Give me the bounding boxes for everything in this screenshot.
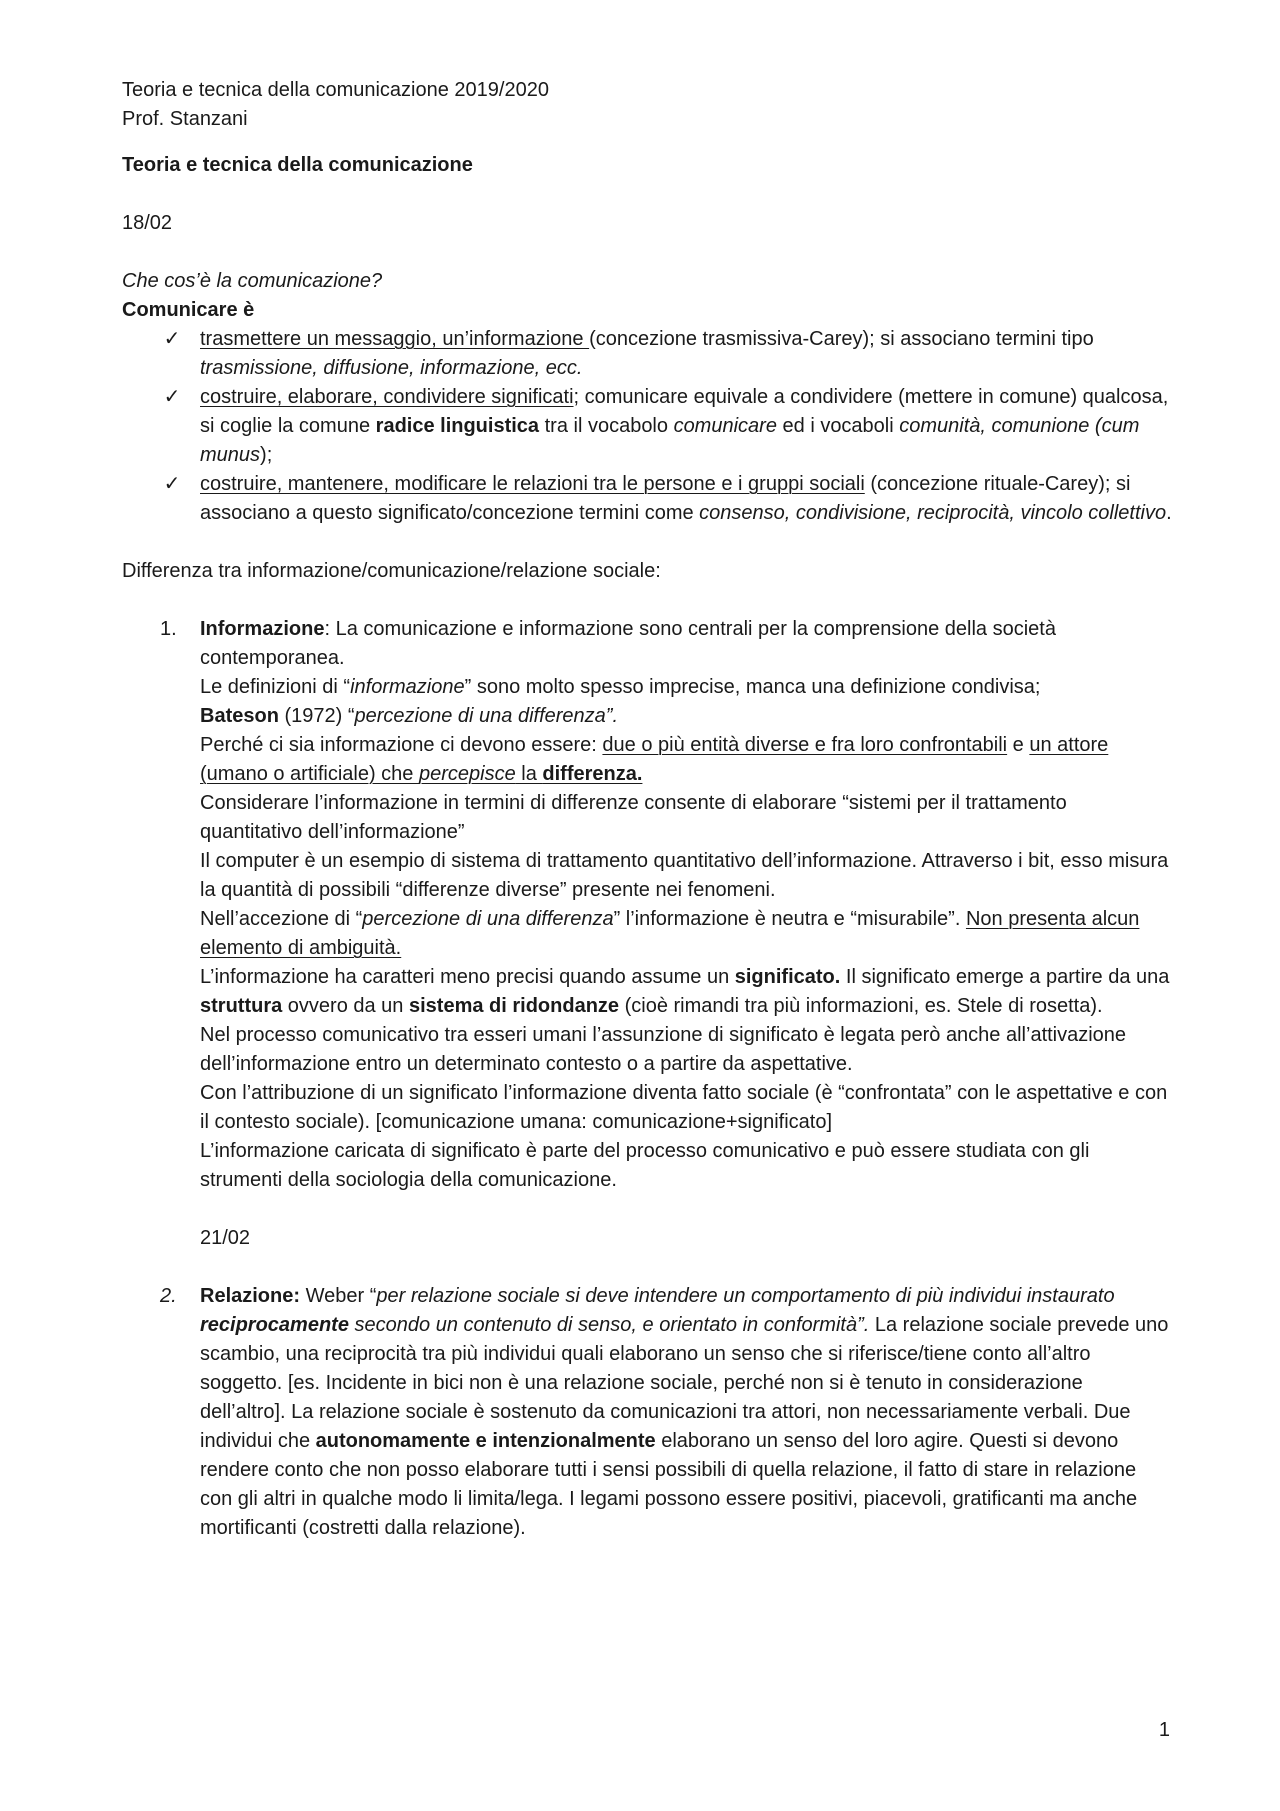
paragraph-text: (cioè rimandi tra più informazioni, es. Stele di rosetta). bbox=[619, 995, 1103, 1017]
question-heading: Che cos’è la comunicazione? bbox=[122, 270, 383, 292]
definition-text: (concezione trasmissiva-Carey); si associano termini tipo bbox=[589, 328, 1094, 350]
list-item bbox=[122, 383, 1172, 470]
checkmark-icon: ✓ bbox=[163, 473, 181, 495]
page-number: 1 bbox=[1158, 1719, 1170, 1741]
paragraph-text: un attore (umano o artificiale) che bbox=[200, 734, 1109, 785]
course-header: Teoria e tecnica della comunicazione 2019/2020 bbox=[122, 79, 549, 101]
professor-header: Prof. Stanzani bbox=[122, 108, 248, 130]
date-heading-2: 21/02 bbox=[200, 1227, 251, 1249]
definition-list bbox=[122, 325, 1172, 528]
date-heading-1: 18/02 bbox=[122, 212, 173, 234]
checkmark-icon: ✓ bbox=[163, 328, 181, 350]
paragraph bbox=[200, 963, 1172, 1021]
paragraph: Nel processo comunicativo tra esseri umani l’assunzione di significato è legata però anche all’attivazione dell’informazione entro un determinato contesto o a partire da aspettative. bbox=[200, 1024, 1127, 1075]
numbered-item-relazione bbox=[122, 1282, 1172, 1543]
definition-text: comunità, comunione (cum munus bbox=[200, 415, 1140, 466]
paragraph-text: sistema di ridondanze bbox=[408, 995, 620, 1017]
definition-text: consenso, condivisione, reciprocità, vincolo collettivo bbox=[699, 502, 1167, 524]
paragraph-text: reciprocamente bbox=[200, 1314, 349, 1336]
paragraph: Considerare l’informazione in termini di differenze consente di elaborare “sistemi per il trattamento quantitativo dell’informazione” bbox=[200, 792, 1067, 843]
item-number: 1. bbox=[160, 618, 177, 640]
paragraph: Il computer è un esempio di sistema di trattamento quantitativo dell’informazione. Attraverso i bit, esso misura la quantità di possibili “differenze diverse” presente nei fenomeni. bbox=[200, 850, 1169, 901]
paragraph-text: percezione di una differenza”. bbox=[354, 705, 618, 727]
checkmark-icon: ✓ bbox=[163, 386, 181, 408]
paragraph-text: secondo un contenuto di senso, e orientato in conformità”. bbox=[348, 1314, 870, 1336]
definition-text: (concezione rituale-Carey); si associano a questo significato/concezione termini come bbox=[200, 473, 1131, 524]
definition-text: trasmissione, diffusione, informazione, ecc. bbox=[200, 357, 583, 379]
paragraph bbox=[200, 702, 1172, 731]
paragraph-text: percepisce bbox=[418, 763, 516, 785]
paragraph: Con l’attribuzione di un significato l’informazione diventa fatto sociale (è “confrontata” con le aspettative e con il contesto sociale). [comunicazione umana: comunicazione+significato] bbox=[200, 1082, 1168, 1133]
paragraph-text: La relazione sociale prevede uno scambio, una reciprocità tra più individui quali elaborano un senso che si riferisce/tiene conto all’altro soggetto. [es. Incidente in bici non è una relazione sociale, perché non si è tenuto in considerazione dell’altro]. La relazione sociale è sostenuto da comunicazioni tra attori, non necessariamente verbali. Due individui che bbox=[200, 1314, 1169, 1452]
paragraph-text: per relazione sociale si deve intendere un comportamento di più individui instaurato bbox=[376, 1285, 1115, 1307]
paragraph-text: ” sono molto spesso imprecise, manca una definizione condivisa; bbox=[464, 676, 1041, 698]
paragraph bbox=[200, 1282, 1172, 1543]
paragraph-text: struttura bbox=[200, 995, 283, 1017]
paragraph-text: Il significato emerge a partire da una bbox=[840, 966, 1170, 988]
paragraph-text: Nell’accezione di “ bbox=[200, 908, 363, 930]
list-item bbox=[122, 325, 1172, 383]
list-item bbox=[122, 470, 1172, 528]
differenza-heading: Differenza tra informazione/comunicazione/relazione sociale: bbox=[122, 560, 661, 582]
paragraph-text: Perché ci sia informazione ci devono essere: bbox=[200, 734, 603, 756]
paragraph-text: Weber “ bbox=[300, 1285, 377, 1307]
definition-text: tra il vocabolo bbox=[539, 415, 674, 437]
paragraph-text: significato. bbox=[734, 966, 841, 988]
comunicare-heading: Comunicare è bbox=[122, 299, 255, 321]
paragraph-text: informazione bbox=[350, 676, 465, 698]
paragraph: L’informazione caricata di significato è parte del processo comunicativo e può essere studiata con gli strumenti della sociologia della comunicazione. bbox=[200, 1140, 1090, 1191]
paragraph-text: (1972) “ bbox=[278, 705, 355, 727]
numbered-item-informazione bbox=[122, 615, 1172, 1195]
paragraph-text: Le definizioni di “ bbox=[200, 676, 351, 698]
paragraph bbox=[200, 673, 1172, 702]
paragraph bbox=[200, 615, 1172, 673]
definition-text: costruire, elaborare, condividere significati bbox=[200, 386, 574, 408]
paragraph-text: elaborano un senso del loro agire. Questi si devono rendere conto che non posso elaborare tutti i sensi possibili di quella relazione, il fatto di stare in relazione con gli altri in qualche modo li limita/lega. I legami possono essere positivi, piacevoli, gratificanti ma anche mortificanti (costretti dalla relazione). bbox=[200, 1430, 1138, 1539]
definition-text: radice linguistica bbox=[375, 415, 540, 437]
definition-text: costruire, mantenere, modificare le relazioni tra le persone e i gruppi sociali bbox=[200, 473, 865, 495]
paragraph-text: Bateson bbox=[200, 705, 279, 727]
paragraph bbox=[200, 905, 1172, 963]
definition-text: ; comunicare equivale a condividere (mettere in comune) qualcosa, si coglie la comune bbox=[200, 386, 1169, 437]
paragraph bbox=[200, 731, 1172, 789]
definition-text: . bbox=[1166, 502, 1172, 524]
paragraph-text: percezione di una differenza bbox=[362, 908, 614, 930]
paragraph-text: Non presenta alcun elemento di ambiguità. bbox=[200, 908, 1140, 959]
item-label: Informazione bbox=[200, 618, 325, 640]
paragraph-text: differenza. bbox=[542, 763, 643, 785]
paragraph-text: L’informazione ha caratteri meno precisi quando assume un bbox=[200, 966, 735, 988]
document-title: Teoria e tecnica della comunicazione bbox=[122, 154, 473, 176]
document-page bbox=[122, 76, 1172, 1543]
paragraph-text: ” l’informazione è neutra e “misurabile”. bbox=[613, 908, 966, 930]
item-number: 2. bbox=[160, 1285, 177, 1307]
definition-text: ); bbox=[260, 444, 273, 466]
item-label: Relazione: bbox=[200, 1285, 301, 1307]
definition-text: ed i vocaboli bbox=[776, 415, 900, 437]
paragraph-text: e bbox=[1007, 734, 1030, 756]
paragraph-text: due o più entità diverse e fra loro confrontabili bbox=[602, 734, 1008, 756]
definition-text: trasmettere un messaggio, un’informazione bbox=[200, 328, 590, 350]
paragraph-text: : La comunicazione e informazione sono centrali per la comprensione della società contemporanea. bbox=[200, 618, 1056, 669]
paragraph-text: ovvero da un bbox=[282, 995, 409, 1017]
paragraph-text: la bbox=[515, 763, 543, 785]
paragraph-text: autonomamente e intenzionalmente bbox=[315, 1430, 656, 1452]
definition-text: comunicare bbox=[673, 415, 777, 437]
